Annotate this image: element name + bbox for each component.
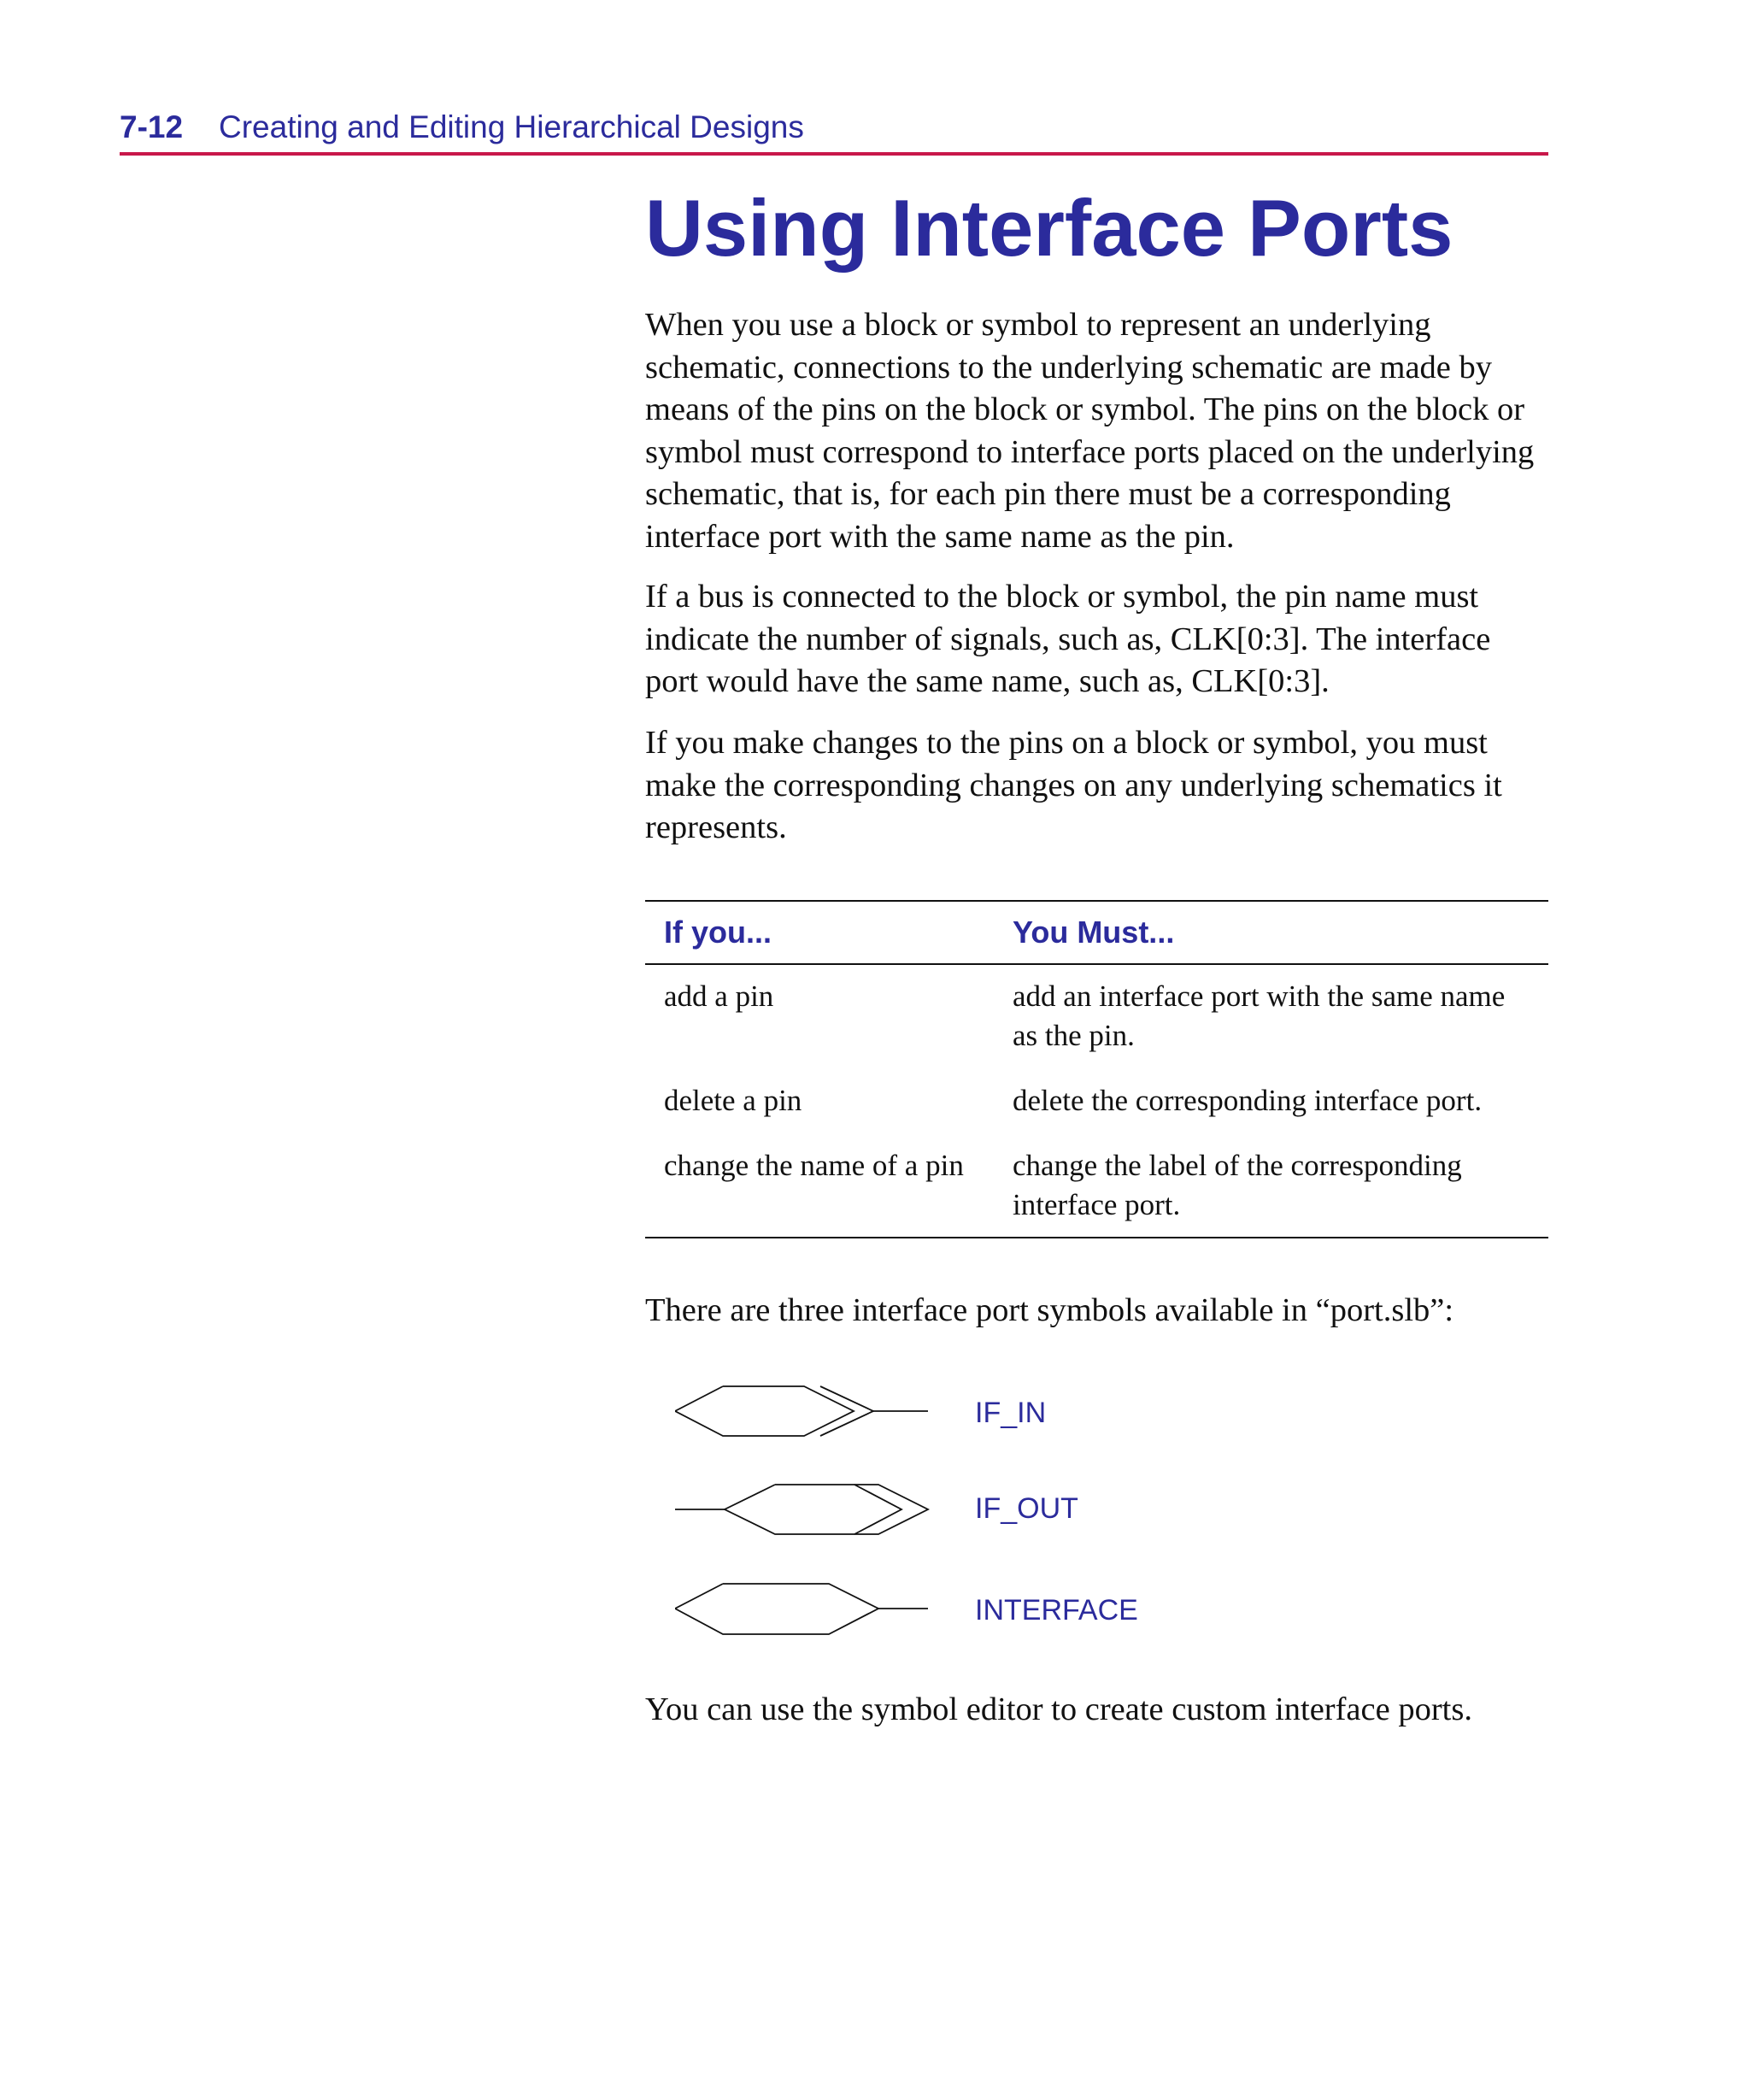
table-cell: delete a pin [664, 1084, 802, 1117]
column-header-if-you: If you... [645, 901, 994, 964]
table-cell: change the label of the corresponding interface port. [1013, 1149, 1462, 1221]
interface-port-icon [675, 1584, 928, 1634]
port-symbols-figure [675, 1376, 940, 1641]
table-cell: add a pin [664, 979, 774, 1013]
page-title: Using Interface Ports [645, 183, 1453, 273]
chapter-title: Creating and Editing Hierarchical Designs [219, 109, 804, 144]
paragraph-1: When you use a block or symbol to represent an underlying schematic, connections to the underlying schematic are made by means of the pins on the block or symbol. The pins on the block or symbol must correspond to interface ports placed on the underlying schematic, that is, for each pin there must be a corresponding interface port with the same name as the pin. [645, 307, 1535, 555]
table-row [645, 1068, 1548, 1133]
port-label-interface: INTERFACE [975, 1594, 1138, 1626]
if-out-port-icon [675, 1485, 928, 1534]
table-cell: add an interface port with the same name as the pin. [1013, 979, 1506, 1052]
closing-paragraph: You can use the symbol editor to create custom interface ports. [645, 1691, 1472, 1727]
paragraph-3: If you make changes to the pins on a block or symbol, you must make the corresponding changes on any underlying schematics it represents. [645, 725, 1502, 845]
port-label-if-out: IF_OUT [975, 1492, 1078, 1525]
pin-actions-table [645, 900, 1548, 1238]
column-header-you-must: You Must... [994, 901, 1548, 964]
paragraph-2: If a bus is connected to the block or symbol, the pin name must indicate the number of signals, such as, CLK[0:3]. The interface port would have the same name, such as, CLK[0:3]. [645, 579, 1491, 699]
ports-intro: There are three interface port symbols available in “port.slb”: [645, 1292, 1454, 1328]
page-number: 7-12 [120, 109, 184, 144]
if-in-port-icon [675, 1386, 928, 1436]
running-header [120, 104, 1548, 156]
table-row [645, 1133, 1548, 1238]
table-cell: change the name of a pin [664, 1149, 964, 1182]
table-cell: delete the corresponding interface port. [1013, 1084, 1483, 1117]
table-header-row [645, 901, 1548, 964]
port-label-if-in: IF_IN [975, 1397, 1047, 1429]
table-row [645, 964, 1548, 1068]
